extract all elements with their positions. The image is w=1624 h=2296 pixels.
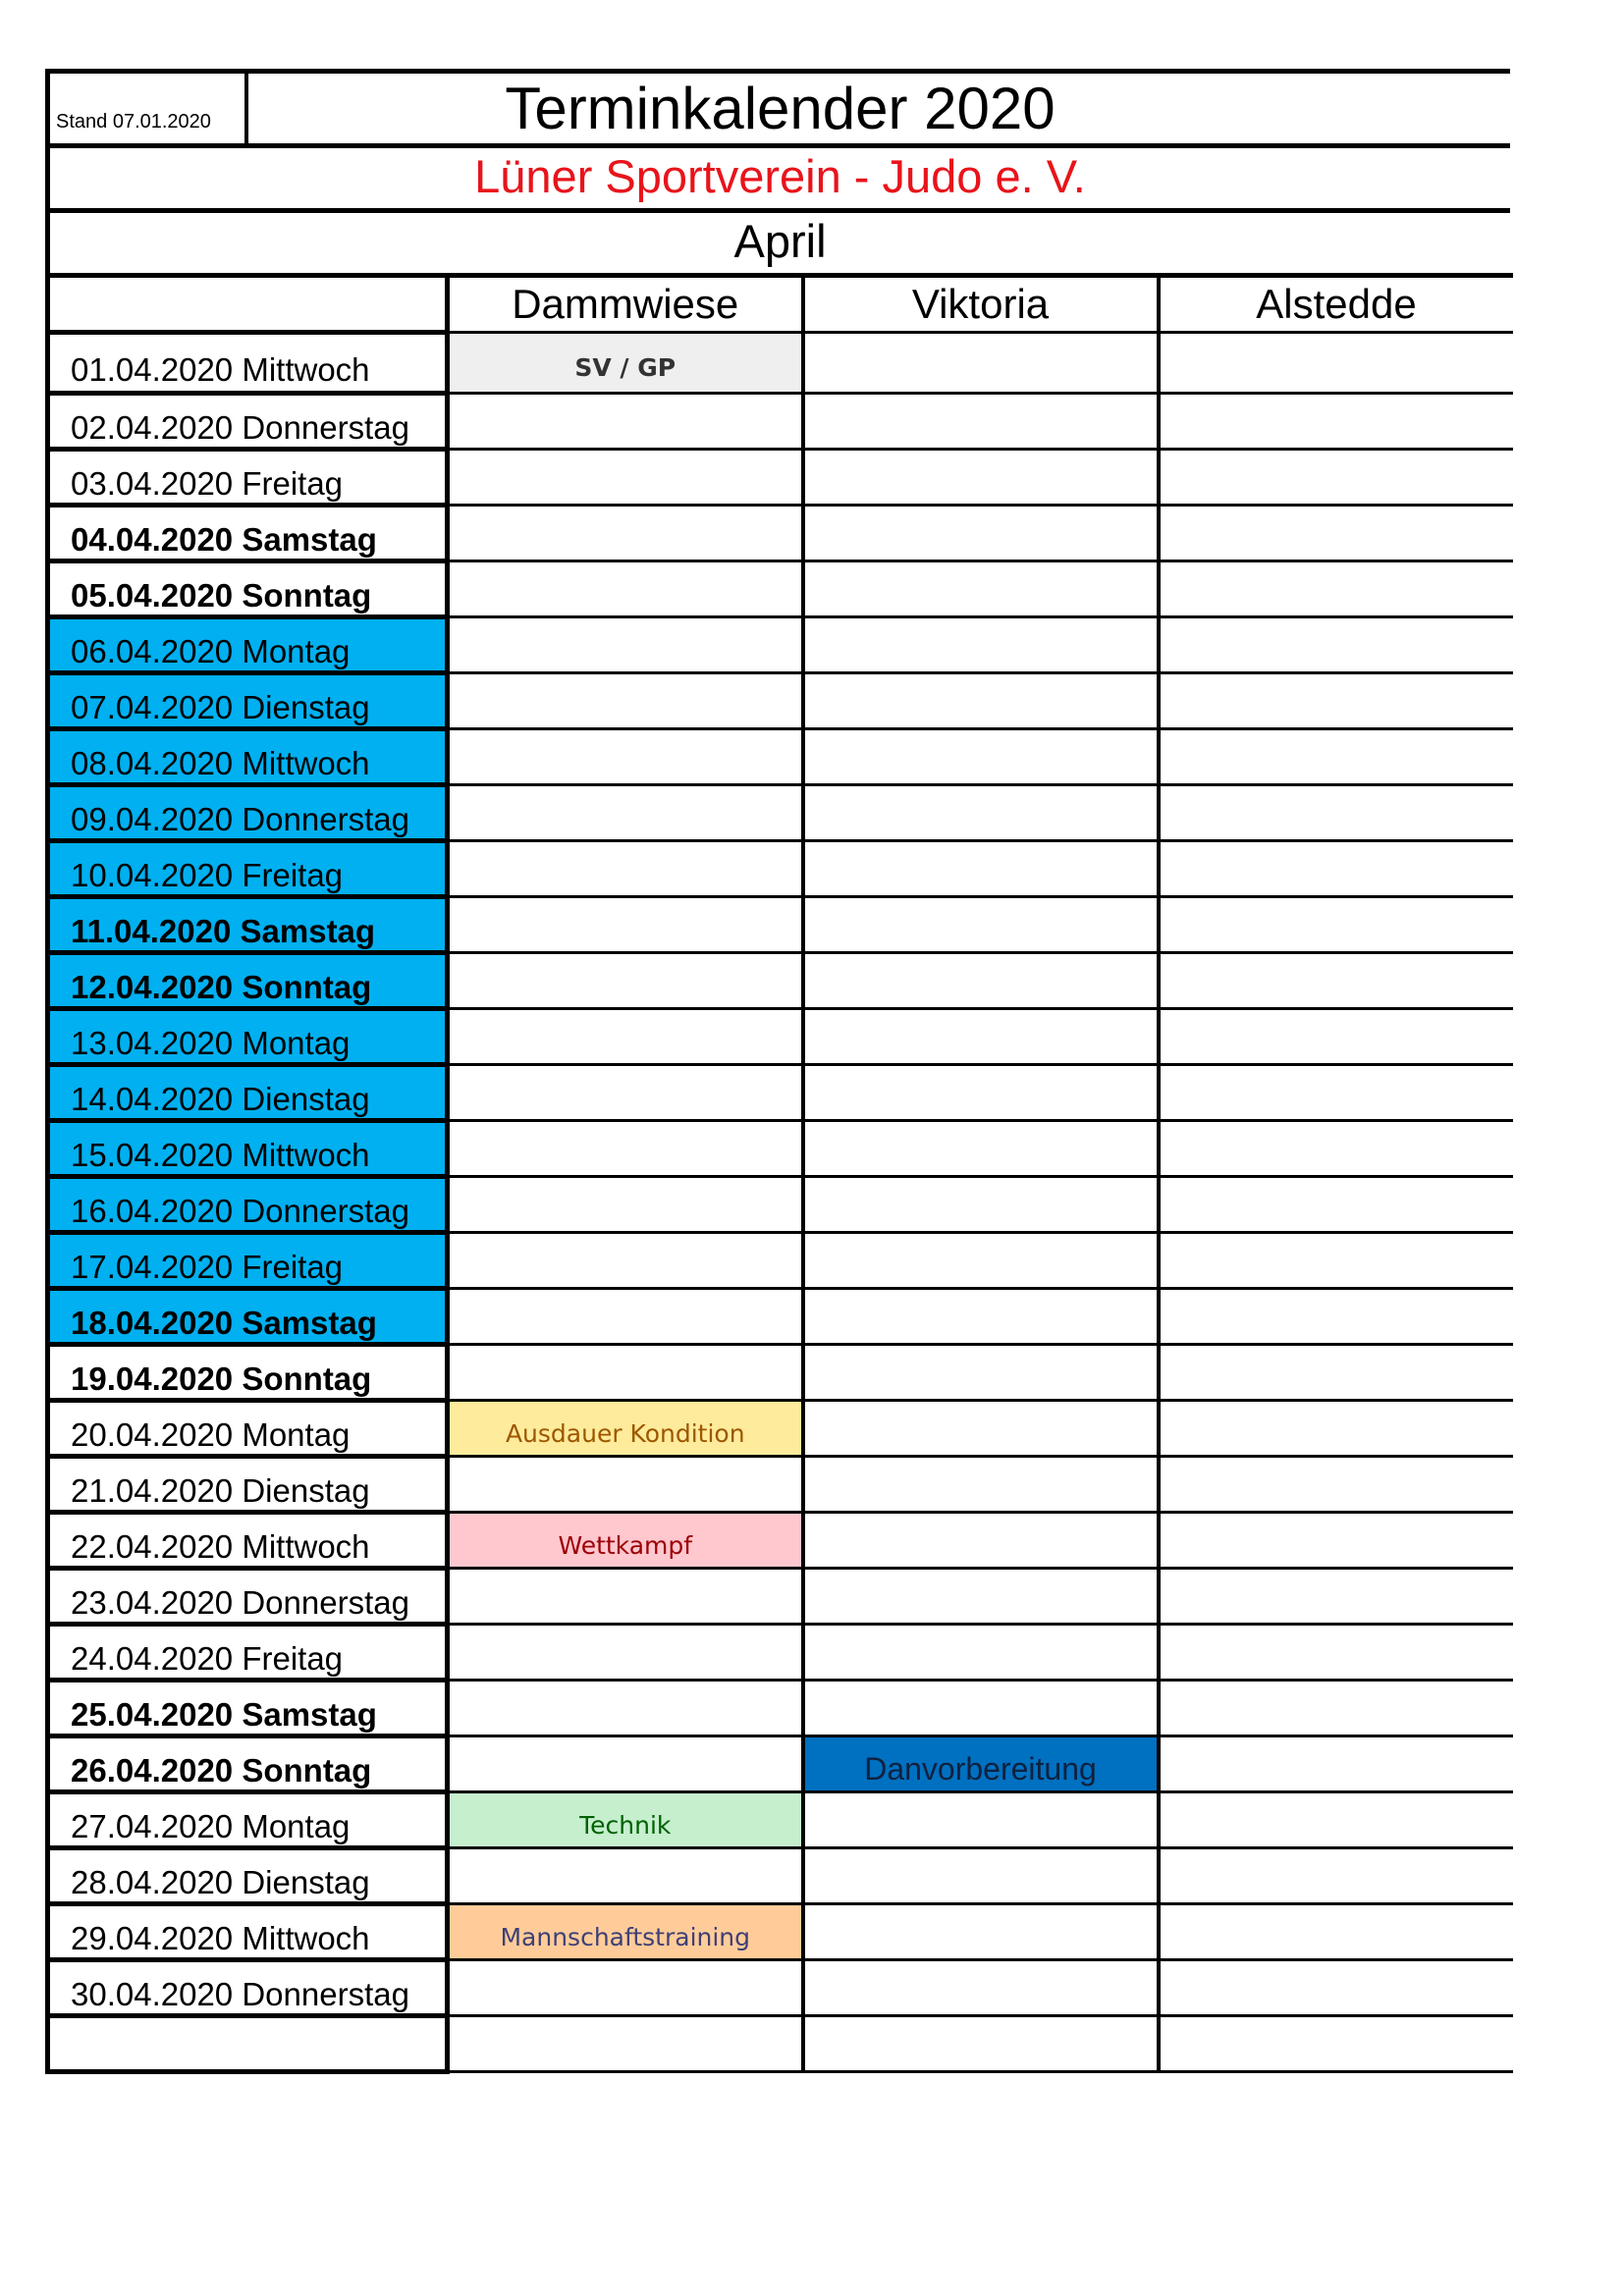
- day-row: [48, 333, 1513, 394]
- month-title: April: [733, 215, 827, 267]
- empty-cell: [448, 450, 803, 506]
- column-header-dammwiese: Dammwiese: [448, 276, 803, 333]
- empty-cell: [803, 450, 1159, 506]
- title-row: [45, 69, 1510, 143]
- empty-cell: [803, 1513, 1159, 1569]
- club-row: [45, 143, 1510, 208]
- day-row: [48, 953, 1513, 1009]
- day-date: 03.04.2020 Freitag: [48, 450, 448, 506]
- empty-cell: [448, 1569, 803, 1625]
- empty-cell: [1159, 953, 1513, 1009]
- day-row: [48, 1345, 1513, 1401]
- empty-cell: [1159, 1345, 1513, 1401]
- day-date: 23.04.2020 Donnerstag: [48, 1569, 448, 1625]
- day-row: [48, 450, 1513, 506]
- empty-cell: [448, 1457, 803, 1513]
- empty-cell: [803, 617, 1159, 673]
- empty-cell: [803, 785, 1159, 841]
- empty-cell: [1159, 1736, 1513, 1792]
- day-row: [48, 1121, 1513, 1177]
- empty-cell: [803, 1457, 1159, 1513]
- date-column-header: [48, 276, 448, 333]
- empty-cell: [448, 953, 803, 1009]
- day-row: [48, 1065, 1513, 1121]
- day-date: 15.04.2020 Mittwoch: [48, 1121, 448, 1177]
- empty-cell: [1159, 897, 1513, 953]
- empty-cell: [1159, 673, 1513, 729]
- page-title: Terminkalender 2020: [505, 76, 1056, 141]
- empty-cell: [1159, 1792, 1513, 1848]
- club-name: Lüner Sportverein - Judo e. V.: [474, 150, 1086, 202]
- day-row: [48, 1233, 1513, 1289]
- empty-cell: [448, 1345, 803, 1401]
- empty-cell: [1159, 333, 1513, 394]
- day-date: 19.04.2020 Sonntag: [48, 1345, 448, 1401]
- empty-cell: [448, 673, 803, 729]
- empty-cell: [448, 394, 803, 450]
- empty-cell: [803, 1121, 1159, 1177]
- empty-cell: [803, 1625, 1159, 1681]
- empty-cell: [448, 1289, 803, 1345]
- empty-cell: [1159, 1065, 1513, 1121]
- empty-cell: [803, 1569, 1159, 1625]
- empty-cell: [1159, 1625, 1513, 1681]
- empty-cell: [1159, 729, 1513, 785]
- empty-cell: [448, 2016, 803, 2072]
- stand-date: [50, 74, 248, 143]
- empty-cell: [1159, 2016, 1513, 2072]
- empty-cell: [803, 897, 1159, 953]
- empty-cell: [803, 1233, 1159, 1289]
- day-date: 21.04.2020 Dienstag: [48, 1457, 448, 1513]
- column-header-alstedde: Alstedde: [1159, 276, 1513, 333]
- day-row: [48, 1848, 1513, 1904]
- empty-cell: [1159, 506, 1513, 561]
- empty-cell: [448, 1009, 803, 1065]
- empty-cell: [1159, 841, 1513, 897]
- day-row: [48, 1681, 1513, 1736]
- day-date: 22.04.2020 Mittwoch: [48, 1513, 448, 1569]
- empty-cell: [803, 394, 1159, 450]
- empty-cell: [1159, 1289, 1513, 1345]
- month-row: [45, 208, 1510, 273]
- empty-cell: [803, 1177, 1159, 1233]
- event-cell: Mannschaftstraining: [448, 1904, 803, 1960]
- day-row: [48, 394, 1513, 450]
- day-date: 14.04.2020 Dienstag: [48, 1065, 448, 1121]
- empty-cell: [448, 1848, 803, 1904]
- day-date: 25.04.2020 Samstag: [48, 1681, 448, 1736]
- day-date: [48, 2016, 448, 2072]
- empty-cell: [1159, 561, 1513, 617]
- day-date: 27.04.2020 Montag: [48, 1792, 448, 1848]
- empty-cell: [803, 1289, 1159, 1345]
- empty-cell: [803, 561, 1159, 617]
- day-row: [48, 1177, 1513, 1233]
- day-date: 20.04.2020 Montag: [48, 1401, 448, 1457]
- day-row: [48, 1569, 1513, 1625]
- empty-cell: [1159, 1848, 1513, 1904]
- empty-cell: [1159, 1401, 1513, 1457]
- empty-cell: [448, 1121, 803, 1177]
- empty-cell: [448, 1065, 803, 1121]
- day-row: [48, 1401, 1513, 1457]
- empty-cell: [1159, 1177, 1513, 1233]
- day-row: [48, 897, 1513, 953]
- empty-cell: [1159, 1904, 1513, 1960]
- empty-cell: [448, 897, 803, 953]
- empty-cell: [803, 1792, 1159, 1848]
- day-date: 09.04.2020 Donnerstag: [48, 785, 448, 841]
- day-date: 11.04.2020 Samstag: [48, 897, 448, 953]
- empty-cell: [1159, 1009, 1513, 1065]
- day-date: 24.04.2020 Freitag: [48, 1625, 448, 1681]
- empty-cell: [803, 673, 1159, 729]
- day-date: 04.04.2020 Samstag: [48, 506, 448, 561]
- day-row: [48, 1457, 1513, 1513]
- day-row: [48, 1904, 1513, 1960]
- calendar-table: [45, 273, 1513, 2074]
- day-row: [48, 1625, 1513, 1681]
- empty-cell: [1159, 617, 1513, 673]
- empty-cell: [803, 1681, 1159, 1736]
- day-row: [48, 506, 1513, 561]
- day-date: 10.04.2020 Freitag: [48, 841, 448, 897]
- empty-cell: [803, 333, 1159, 394]
- event-cell: Technik: [448, 1792, 803, 1848]
- day-row: [48, 1289, 1513, 1345]
- empty-cell: [803, 506, 1159, 561]
- empty-cell: [1159, 450, 1513, 506]
- empty-cell: [448, 729, 803, 785]
- empty-cell: [1159, 785, 1513, 841]
- day-date: 06.04.2020 Montag: [48, 617, 448, 673]
- day-row: [48, 1792, 1513, 1848]
- empty-cell: [803, 1848, 1159, 1904]
- empty-cell: [1159, 1960, 1513, 2016]
- empty-cell: [803, 1960, 1159, 2016]
- calendar-sheet: [45, 69, 1510, 2074]
- empty-cell: [1159, 1121, 1513, 1177]
- day-date: 02.04.2020 Donnerstag: [48, 394, 448, 450]
- column-header-viktoria: Viktoria: [803, 276, 1159, 333]
- empty-cell: [803, 1401, 1159, 1457]
- day-date: 07.04.2020 Dienstag: [48, 673, 448, 729]
- empty-cell: [448, 561, 803, 617]
- day-date: 17.04.2020 Freitag: [48, 1233, 448, 1289]
- empty-cell: [1159, 1513, 1513, 1569]
- day-date: 30.04.2020 Donnerstag: [48, 1960, 448, 2016]
- event-cell: Danvorbereitung: [803, 1736, 1159, 1792]
- empty-cell: [803, 1904, 1159, 1960]
- event-cell: SV / GP: [448, 333, 803, 394]
- day-date: 28.04.2020 Dienstag: [48, 1848, 448, 1904]
- empty-cell: [803, 841, 1159, 897]
- empty-cell: [803, 1009, 1159, 1065]
- column-header-row: [48, 276, 1513, 333]
- empty-cell: [448, 1177, 803, 1233]
- day-date: 13.04.2020 Montag: [48, 1009, 448, 1065]
- day-row: [48, 561, 1513, 617]
- empty-cell: [1159, 394, 1513, 450]
- empty-cell: [1159, 1233, 1513, 1289]
- day-row: [48, 1736, 1513, 1792]
- day-date: 18.04.2020 Samstag: [48, 1289, 448, 1345]
- event-cell: Wettkampf: [448, 1513, 803, 1569]
- day-date: 29.04.2020 Mittwoch: [48, 1904, 448, 1960]
- day-row: [48, 673, 1513, 729]
- day-date: 26.04.2020 Sonntag: [48, 1736, 448, 1792]
- day-date: 12.04.2020 Sonntag: [48, 953, 448, 1009]
- empty-cell: [803, 1345, 1159, 1401]
- empty-cell: [1159, 1681, 1513, 1736]
- day-row: [48, 1513, 1513, 1569]
- stand-label: Stand 07.01.2020: [56, 111, 211, 133]
- event-cell: Ausdauer Kondition: [448, 1401, 803, 1457]
- empty-cell: [803, 953, 1159, 1009]
- day-row: [48, 1009, 1513, 1065]
- empty-cell: [448, 1960, 803, 2016]
- day-row: [48, 785, 1513, 841]
- day-date: 08.04.2020 Mittwoch: [48, 729, 448, 785]
- day-row: [48, 617, 1513, 673]
- day-date: 01.04.2020 Mittwoch: [48, 333, 448, 394]
- empty-cell: [1159, 1457, 1513, 1513]
- day-row: [48, 841, 1513, 897]
- day-row: [48, 2016, 1513, 2072]
- day-row: [48, 729, 1513, 785]
- empty-cell: [448, 1681, 803, 1736]
- day-date: 16.04.2020 Donnerstag: [48, 1177, 448, 1233]
- empty-cell: [803, 1065, 1159, 1121]
- empty-cell: [448, 617, 803, 673]
- empty-cell: [448, 785, 803, 841]
- empty-cell: [448, 841, 803, 897]
- day-row: [48, 1960, 1513, 2016]
- empty-cell: [1159, 1569, 1513, 1625]
- day-date: 05.04.2020 Sonntag: [48, 561, 448, 617]
- empty-cell: [803, 2016, 1159, 2072]
- empty-cell: [448, 506, 803, 561]
- empty-cell: [803, 729, 1159, 785]
- empty-cell: [448, 1625, 803, 1681]
- empty-cell: [448, 1233, 803, 1289]
- empty-cell: [448, 1736, 803, 1792]
